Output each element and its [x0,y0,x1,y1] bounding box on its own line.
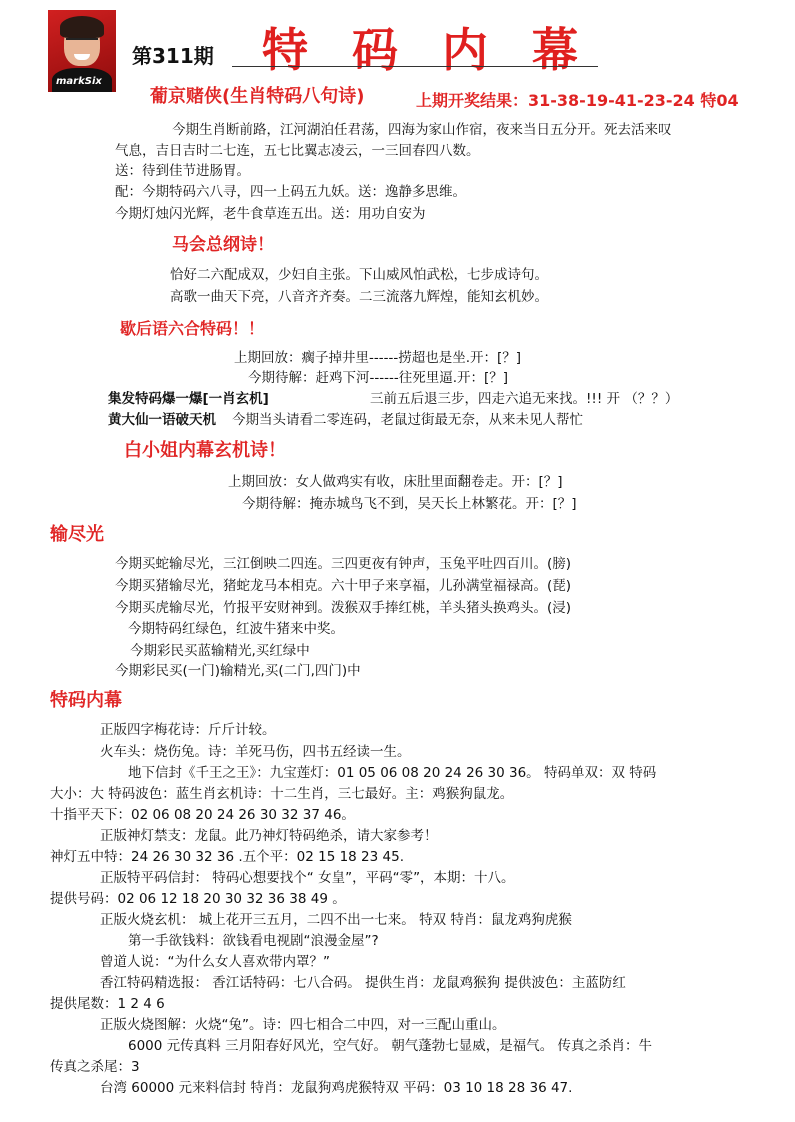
text-line: 第一手欲钱料：欲钱看电视剧“浪漫金屋”? [128,933,379,949]
text-line: 火车头：烧伤兔。诗：羊死马伤，四书五经读一生。 [100,744,411,760]
text-line: 香江特码精选报： 香江话特码：七八合码。 提供生肖：龙鼠鸡猴狗 提供波色：主蓝防红 [100,975,626,991]
text-line-bold: 黄大仙一语破天机 [108,412,216,428]
text-line: 气息，吉日吉时二七连，五七比翼志凌云，一三回春四八数。 [115,143,480,159]
section-heading-pujing: 葡京赌侠(生肖特码八句诗) [150,86,365,107]
text-line: 正版四字梅花诗：斤斤计较。 [100,722,276,738]
avatar-hair [60,16,104,38]
text-line: 今期待解：掩赤城鸟飞不到，吴天长上林繁花。开：[？] [242,496,577,512]
author-avatar [48,10,116,92]
text-line: 今期买虎输尽光，竹报平安财神到。泼猴双手捧红桃，羊头猪头换鸡头。(浸) [115,600,572,616]
text-line: 正版火烧玄机： 城上花开三五月，二四不出一七来。 特双 特肖：鼠龙鸡狗虎猴 [100,912,572,928]
text-line: 今期待解：赶鸡下河------往死里逼.开：[？] [248,370,509,386]
text-line: 今期当头请看二零连码，老鼠过街最无奈，从来未见人帮忙 [232,412,583,428]
text-line: 台湾 60000 元来料信封 特肖：龙鼠狗鸡虎猴特双 平码：03 10 18 28 36 47. [100,1080,573,1096]
text-line: 大小：大 特码波色：蓝生肖玄机诗：十二生肖，三七最好。主：鸡猴狗鼠龙。 [50,786,514,802]
section-heading-mahui: 马会总纲诗！ [172,235,274,255]
text-line: 上期回放：瘸子掉井里------捞超也是坐.开：[？] [234,350,522,366]
text-line: 今期灯烛闪光辉，老牛食草连五出。送：用功自安为 [115,206,426,222]
text-line: 传真之杀尾：3 [50,1059,140,1075]
text-line: 十指平天下：02 06 08 20 24 26 30 32 37 46。 [50,807,355,823]
text-line: 曾道人说：“为什么女人喜欢带内罩？” [100,954,330,970]
text-line: 今期生肖断前路，江河湖泊任君荡，四海为家山作宿，夜来当日五分开。死去活来叹 [172,122,672,138]
text-line: 正版神灯禁支：龙鼠。此乃神灯特码绝杀，请大家参考！ [100,828,438,844]
text-line: 6000 元传真料 三月阳春好风光，空气好。 朝气蓬勃七显威，是福气。 传真之杀肖：牛 [128,1038,653,1054]
text-line: 三前五后退三步，四走六追无来找。!!! 开 （？？） [370,391,679,407]
text-line: 地下信封《千王之王》：九宝莲灯：01 05 06 08 20 24 26 30 36。 特码单双：双 特码 [128,765,657,781]
avatar-glasses [66,38,98,48]
issue-number: 第311期 [132,44,214,68]
text-line: 提供尾数：1 2 4 6 [50,996,165,1012]
text-line: 今期彩民买蓝输精光,买红绿中 [130,643,310,659]
text-line: 神灯五中特：24 26 30 32 36 .五个平：02 15 18 23 45. [50,849,404,865]
text-line: 正版火烧图解：火烧“兔”。诗：四七相合二中四，对一三配山重山。 [100,1017,506,1033]
text-line: 今期买猪输尽光，猪蛇龙马本相克。六十甲子来享福，儿孙满堂福禄高。(琵) [115,578,572,594]
section-heading-shujinguang: 输尽光 [50,524,104,545]
avatar-logo-text: markSix [56,76,102,87]
text-line: 今期彩民买(一门)输精光,买(二门,四门)中 [115,663,361,679]
last-draw-result: 上期开奖结果：31-38-19-41-23-24 特04 [416,91,739,110]
text-line: 高歌一曲天下亮，八音齐齐奏。二三流落九辉煌，能知玄机妙。 [170,289,548,305]
section-heading-temaneimu: 特码内幕 [50,690,122,711]
section-heading-baixiaojie: 白小姐内幕玄机诗！ [124,440,286,461]
text-line: 今期买蛇输尽光，三江倒映二四连。三四更夜有钟声，玉兔平吐四百川。(膀) [115,556,572,572]
text-line-bold: 集发特码爆一爆[一肖玄机] [108,391,269,407]
text-line: 正版特平码信封： 特码心想要找个“ 女皇”，平码“零”，本期：十八。 [100,870,515,886]
text-line: 上期回放：女人做鸡实有收，床肚里面翻卷走。开：[？] [228,474,563,490]
text-line: 提供号码：02 06 12 18 20 30 32 36 38 49 。 [50,891,346,907]
page-title: 特码内幕 [262,23,622,77]
title-underline [232,66,598,67]
section-heading-xiehouyu: 歇后语六合特码！！ [120,319,265,338]
text-line: 送：待到佳节进肠胃。 [115,163,250,179]
text-line: 配：今期特码六八寻，四一上码五九妖。送：逸静多思维。 [115,184,466,200]
text-line: 恰好二六配成双，少妇自主张。下山威风怕武松，七步成诗句。 [170,267,548,283]
text-line: 今期特码红绿色，红波牛猪来中奖。 [128,621,344,637]
